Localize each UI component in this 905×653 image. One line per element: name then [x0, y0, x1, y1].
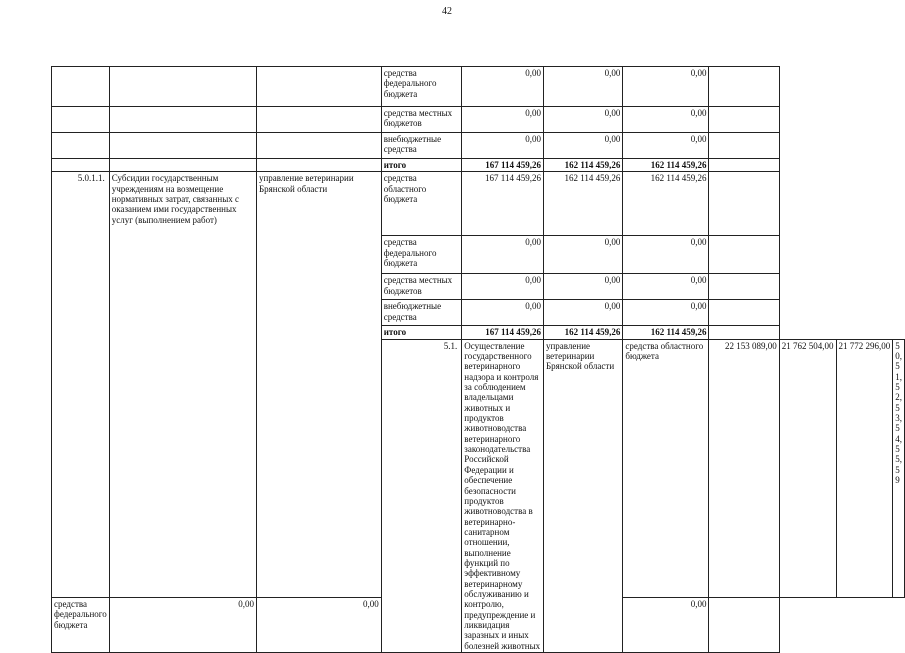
table-row: [52, 133, 905, 159]
amount-year-3: 21 772 296,00: [836, 339, 893, 597]
item-code: [52, 133, 110, 159]
amount-year-1: 0,00: [462, 107, 544, 133]
funding-source: внебюджетные средства: [381, 300, 462, 326]
amount-year-1: 0,00: [462, 67, 544, 107]
amount-year-1: 22 153 089,00: [709, 339, 779, 597]
indicator-ref: [709, 597, 779, 652]
amount-year-1: 167 114 459,26: [462, 326, 544, 339]
amount-year-2: 0,00: [543, 300, 622, 326]
amount-year-3: 0,00: [623, 274, 709, 300]
amount-year-2: 0,00: [543, 133, 622, 159]
amount-year-2: 162 114 459,26: [543, 326, 622, 339]
item-name: Осуществление государственного ветеринарного надзора и контроля за соблюдением владельцами животных и продуктов животноводства ветеринарного законодательства Российской Федерации и обеспечение безопасности продуктов животноводства в ветеринарно-санитарном отношении, выполнение функций по эффективному ветеринарному обслуживанию и контролю, предупреждение и ликвидация заразных и иных болезней животных: [462, 339, 544, 652]
item-code: 5.1.: [381, 339, 462, 652]
amount-year-3: 0,00: [623, 597, 709, 652]
amount-year-3: 0,00: [623, 300, 709, 326]
amount-year-3: 0,00: [623, 107, 709, 133]
indicator-ref: [709, 236, 779, 274]
item-code: 5.0.1.1.: [52, 172, 110, 598]
amount-year-1: 0,00: [462, 236, 544, 274]
indicator-ref: [709, 107, 779, 133]
amount-year-3: 0,00: [623, 67, 709, 107]
amount-year-3: 0,00: [623, 133, 709, 159]
funding-source: внебюджетные средства: [381, 133, 462, 159]
item-code: [52, 107, 110, 133]
amount-year-2: 21 762 504,00: [779, 339, 836, 597]
table-row: [52, 159, 905, 172]
amount-year-1: 167 114 459,26: [462, 172, 544, 236]
amount-year-2: 0,00: [543, 236, 622, 274]
item-executor: [256, 133, 381, 159]
budget-table: [51, 66, 905, 653]
indicator-ref: [709, 300, 779, 326]
funding-source: средства федерального бюджета: [52, 597, 110, 652]
amount-year-2: 0,00: [543, 67, 622, 107]
amount-year-1: 0,00: [462, 274, 544, 300]
amount-year-2: 0,00: [543, 107, 622, 133]
amount-year-3: 162 114 459,26: [623, 172, 709, 236]
table-row: [52, 67, 905, 107]
amount-year-2: 0,00: [256, 597, 381, 652]
item-executor: [256, 107, 381, 133]
indicator-ref: [709, 172, 779, 236]
funding-source: средства областного бюджета: [623, 339, 709, 597]
amount-year-3: 0,00: [623, 236, 709, 274]
indicator-ref: 50,51,52,53,54,55,59: [893, 339, 905, 597]
item-executor: управление ветеринарии Брянской области: [543, 339, 622, 652]
funding-source: итого: [381, 326, 462, 339]
amount-year-2: 162 114 459,26: [543, 172, 622, 236]
funding-source: средства местных бюджетов: [381, 107, 462, 133]
indicator-ref: [709, 67, 779, 107]
amount-year-2: 0,00: [543, 274, 622, 300]
amount-year-3: 162 114 459,26: [623, 159, 709, 172]
amount-year-3: 162 114 459,26: [623, 326, 709, 339]
amount-year-1: 0,00: [462, 133, 544, 159]
item-executor: [256, 67, 381, 107]
item-executor: [256, 159, 381, 172]
item-name: Субсидии государственным учреждениям на возмещение нормативных затрат, связанных с оказанием ими государственных услуг (выполнением работ): [109, 172, 256, 598]
amount-year-1: 167 114 459,26: [462, 159, 544, 172]
page-number: 42: [442, 6, 452, 17]
funding-source: средства федерального бюджета: [381, 67, 462, 107]
indicator-ref: [709, 274, 779, 300]
item-code: [52, 159, 110, 172]
indicator-ref: [709, 326, 779, 339]
item-executor: управление ветеринарии Брянской области: [256, 172, 381, 598]
amount-year-2: 162 114 459,26: [543, 159, 622, 172]
table-row: [52, 107, 905, 133]
item-code: [52, 67, 110, 107]
amount-year-1: 0,00: [109, 597, 256, 652]
amount-year-1: 0,00: [462, 300, 544, 326]
indicator-ref: [709, 133, 779, 159]
item-name: [109, 67, 256, 107]
funding-source: средства федерального бюджета: [381, 236, 462, 274]
funding-source: средства местных бюджетов: [381, 274, 462, 300]
funding-source: средства областного бюджета: [381, 172, 462, 236]
item-name: [109, 107, 256, 133]
funding-source: итого: [381, 159, 462, 172]
table-row: [52, 172, 905, 236]
item-name: [109, 159, 256, 172]
item-name: [109, 133, 256, 159]
indicator-ref: [709, 159, 779, 172]
